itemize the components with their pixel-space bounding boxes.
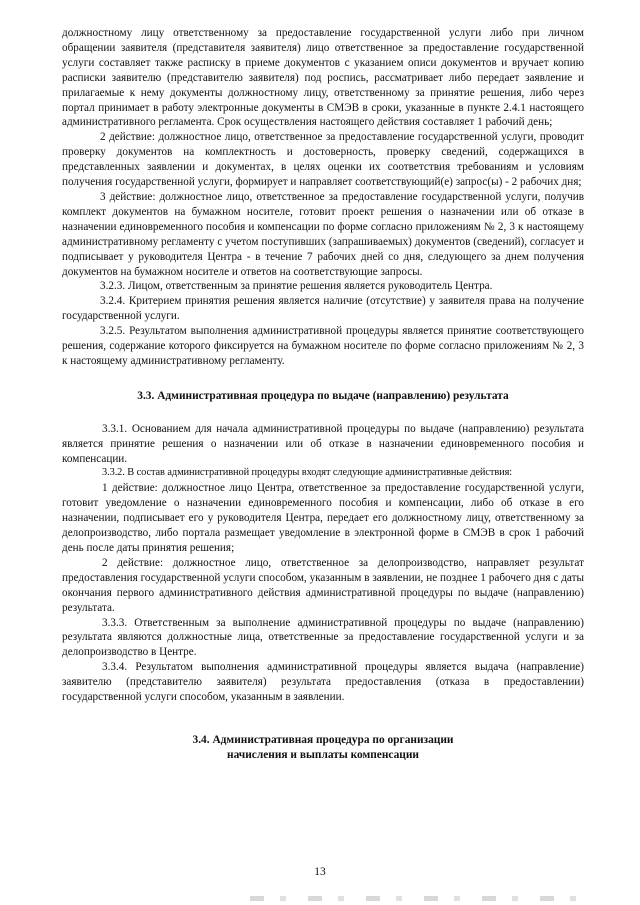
paragraph-3-3-4: 3.3.4. Результатом выполнения административной процедуры является выдача (направление) заявителю (представителю заявителя) результата предоставления (отказа в предоставлении) государственной услуги способом, указанным в заявлении.: [62, 661, 584, 704]
paragraph-action-1: 1 действие: должностное лицо Центра, ответственное за предоставление государственной услуги, готовит уведомление о назначении единовременного пособия и компенсации, либо об отказе в его назначении, подписывает его у руководителя Центра, передает его должностному лицу, ответственному за делопроизводство, либо портала размещает уведомление в электронной форме в СМЭВ в срок 1 рабочий день после даты принятия решения;: [62, 482, 584, 554]
section-heading-3-4-line2: начисления и выплаты компенсации: [227, 748, 419, 761]
paragraph-3-2-4: 3.2.4. Критерием принятия решения является наличие (отсутствие) у заявителя права на получение государственной услуги.: [62, 295, 584, 323]
paragraph-3-2-3: 3.2.3. Лицом, ответственным за принятие решения является руководитель Центра.: [100, 280, 493, 293]
scan-artifact: [250, 896, 580, 901]
section-heading-3-3: 3.3. Административная процедура по выдаче (направлению) результата: [137, 389, 509, 402]
paragraph-action-2-delivery: 2 действие: должностное лицо, ответственное за делопроизводство, направляет результат предоставления государственной услуги способом, указанным в заявлении, не позднее 1 рабочего дня с даты окончания первого административного действия административной процедуры по выдаче (направлению) результата.: [62, 556, 584, 614]
paragraph-3-3-3: 3.3.3. Ответственным за выполнение административной процедуры по выдаче (направлению) результата являются должностные лица, ответственные за предоставление государственной услуги и за делопроизводство в Центре.: [62, 616, 584, 659]
paragraph-continuation: должностному лицу ответственному за предоставление государственной услуги либо при личном обращении заявителя (представителя заявителя) лицо ответственное за предоставление государственной услуги составляет также расписку в приеме документов с указанием описи документов и вручает копию расписки заявителю (представителю заявителя) под роспись, рассматривает либо передает заявление и прилагаемые к нему документы должностному лицу, ответственному за принятие решения, либо через портал принимает в работу электронные документы в СМЭВ в сроки, указанные в пункте 2.4.1 настоящего административного регламента. Срок осуществления настоящего действия составляет 1 рабочий день;: [62, 27, 584, 129]
page-number: 13: [314, 866, 326, 878]
paragraph-3-3-1: 3.3.1. Основанием для начала административной процедуры по выдаче (направлению) результата является принятие решения о назначении или об отказе в назначении единовременного пособия и компенсации.: [62, 422, 584, 465]
section-heading-3-4-line1: 3.4. Административная процедура по организации: [192, 733, 454, 746]
document-body: [62, 26, 584, 763]
paragraph-3-3-2: 3.3.2. В состав административной процедуры входят следующие административные действия:: [102, 467, 513, 479]
paragraph-action-3: 3 действие: должностное лицо, ответственное за предоставление государственной услуги, получив комплект документов на бумажном носителе, готовит проект решения о назначении или об отказе в назначении единовременного пособия и компенсации по форме согласно приложениям № 2, 3 к настоящему административному регламенту с учетом поступивших (запрашиваемых) документов (сведений), согласует и подписывает у руководителя Центра - в течение 7 рабочих дней со дня, следующего за днем получения документов на бумажном носителе и ответов на соответствующие запросы.: [62, 190, 584, 278]
paragraph-3-2-5: 3.2.5. Результатом выполнения административной процедуры является принятие соответствующего решения, содержание которого фиксируется на бумажном носителе по форме согласно приложениям № 2, 3 к настоящему административному регламенту.: [62, 325, 584, 367]
paragraph-action-2: 2 действие: должностное лицо, ответственное за предоставление государственной услуги, проводит проверку документов на комплектность и достоверность, проверку сведений, содержащихся в представленных заявлении и документах, в целях оценки их соответствия требованиям и условиям получения государственной услуги, формирует и направляет соответствующий(е) запрос(ы) - 2 рабочих дня;: [62, 131, 584, 189]
